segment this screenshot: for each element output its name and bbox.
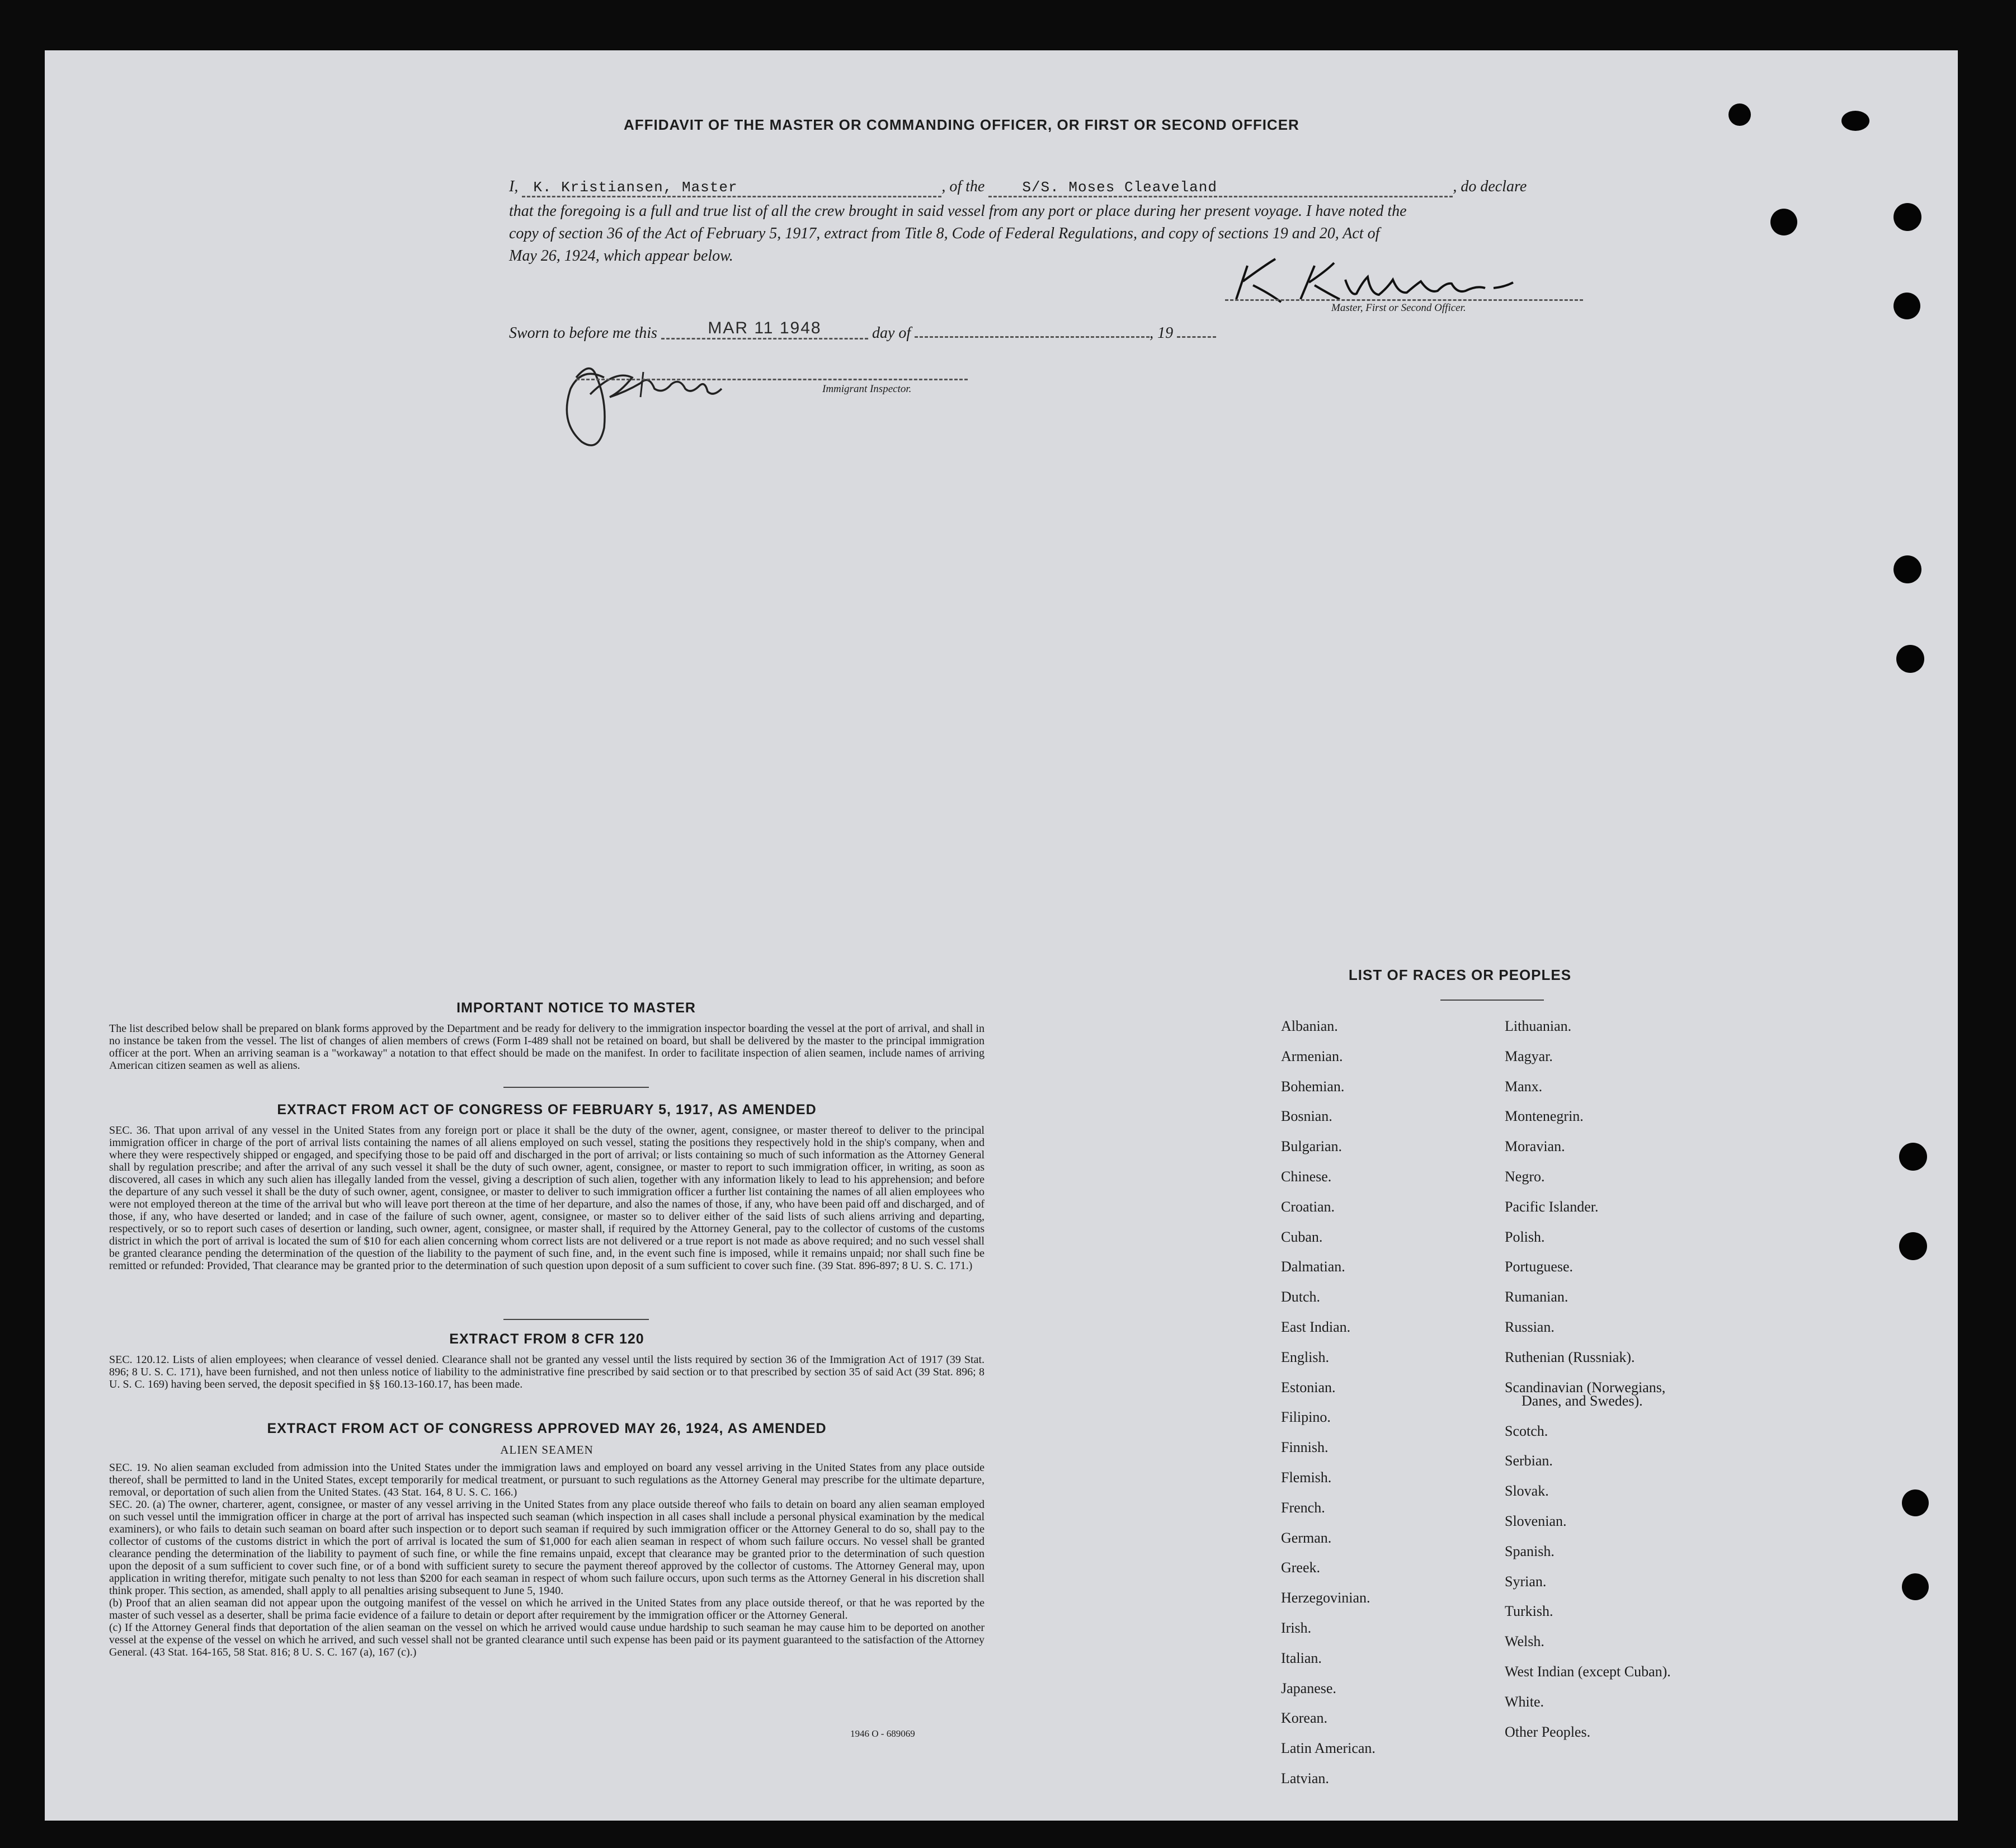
race-item: Welsh.: [1505, 1633, 1544, 1649]
of-the-label: , of the: [941, 178, 985, 195]
race-item: Syrian.: [1505, 1573, 1547, 1590]
race-item: Spanish.: [1505, 1543, 1555, 1559]
race-item: Croatian.: [1281, 1199, 1335, 1215]
race-item: Bulgarian.: [1281, 1138, 1343, 1154]
race-item: Serbian.: [1505, 1453, 1553, 1469]
year-label: , 19: [1150, 324, 1174, 342]
extract-cfr-title: EXTRACT FROM 8 CFR 120: [449, 1331, 644, 1347]
punch-hole: [1893, 293, 1920, 319]
race-item: Magyar.: [1505, 1048, 1553, 1064]
race-item: Montenegrin.: [1505, 1108, 1584, 1124]
race-item: Greek.: [1281, 1559, 1321, 1576]
vessel-name-field: S/S. Moses Cleaveland: [988, 179, 1453, 197]
race-item: Italian.: [1281, 1650, 1322, 1666]
day-of-label: day of: [872, 324, 911, 342]
document-sheet: [45, 50, 1958, 1821]
section-19-text: SEC. 19. No alien seaman excluded from admission into the United States under the immigration laws and employed on board any vessel arriving in the United States from any place outside thereof, shall be permitted to land in the United States, except temporarily for medical treatment, or pursuant to such regulations as the Attorney General may prescribe for the ultimate departure, removal, or deportation of such alien from the United States. (43 Stat. 164, 8 U. S. C. 166.): [109, 1462, 985, 1498]
extract-1924-title: EXTRACT FROM ACT OF CONGRESS APPROVED MAY 26, 1924, AS AMENDED: [267, 1421, 827, 1436]
punch-hole: [1893, 555, 1921, 583]
sworn-date-stamp: MAR 11 1948: [708, 319, 822, 337]
master-signature-line: [1225, 299, 1583, 301]
inspector-caption: Immigrant Inspector.: [822, 383, 912, 395]
master-signature: [1231, 254, 1577, 305]
punch-hole: [1896, 645, 1924, 673]
do-declare-label: , do declare: [1453, 178, 1527, 195]
affidavit-title: AFFIDAVIT OF THE MASTER OR COMMANDING OFFICER, OR FIRST OR SECOND OFFICER: [624, 116, 1299, 133]
declaration-body-line: copy of section 36 of the Act of February 5, 1917, extract from Title 8, Code of Federal Regulations, and copy of sections 19 and 20, Act of: [509, 225, 1380, 242]
punch-hole: [1893, 203, 1921, 231]
declaration-body-line: that the foregoing is a full and true list of all the crew brought in said vessel from any port or place during her present voyage. I have noted the: [509, 202, 1407, 220]
inspector-signature: [537, 344, 794, 456]
race-item: Scotch.: [1505, 1423, 1548, 1439]
race-item: Estonian.: [1281, 1379, 1336, 1396]
extract-1924-text: [109, 1462, 985, 1658]
race-item: Flemish.: [1281, 1469, 1332, 1486]
race-item: Rumanian.: [1505, 1289, 1568, 1305]
punch-hole: [1899, 1232, 1927, 1260]
race-item: Moravian.: [1505, 1138, 1565, 1154]
master-caption: Master, First or Second Officer.: [1331, 302, 1466, 314]
race-item: Turkish.: [1505, 1603, 1553, 1619]
race-item: Polish.: [1505, 1229, 1545, 1245]
extract-1924-subtitle: ALIEN SEAMEN: [500, 1443, 594, 1456]
race-item: Russian.: [1505, 1319, 1555, 1335]
extract-1917-text: SEC. 36. That upon arrival of any vessel in the United States from any foreign port or place it shall be the duty of the owner, agent, consignee, or master thereof to deliver to the principal immigration officer in charge of the port of arrival lists containing the names of all aliens employed on such vessel, stating the positions they respectively hold in the ship's company, when and where they were respectively shipped or engaged, and specifying those to be paid off and discharged in the port of arrival; or lists containing so much of such information as the Attorney General shall by regulation prescribe; and after the arrival of any such vessel it shall be the duty of such owner, agent, consignee, or master to report to such immigration officer, in writing, as soon as discovered, all cases in which any such alien has illegally landed from the vessel, giving a description of such alien, together with any information likely to lead to his apprehension; and before the departure of any such vessel it shall be the duty of such owner, agent, consignee, or master to deliver to such immigration officer a further list containing the names of all alien employees who were not employed thereon at the time of the arrival but who will leave port thereon at the time of her departure, and also the names of those, if any, who have been paid off and discharged, and of those, if any, who have deserted or landed; and in case of the failure of such owner, agent, consignee, or master so to deliver either of the said lists of such aliens arriving and departing, respectively, or so to report such cases of desertion or landing, such owner, agent, consignee, or master shall, if required by the Attorney General, pay to the collector of customs of the customs district in which the port of arrival is located the sum of $10 for each alien concerning whom correct lists are not delivered or a true report is not made as above required; and no such vessel shall be granted clearance pending the determination of the question of the liability to the payment of such fine, and, in the event such fine is imposed, while it remains unpaid; nor shall such fine be remitted or refunded: Provided, That clearance may be granted prior to the determination of such question upon deposit of a sum sufficient to cover such fine. (39 Stat. 896-897; 8 U. S. C. 171.): [109, 1124, 985, 1272]
race-item: Pacific Islander.: [1505, 1199, 1599, 1215]
race-item: Other Peoples.: [1505, 1724, 1591, 1740]
race-item: Ruthenian (Russniak).: [1505, 1349, 1635, 1365]
race-item: Bohemian.: [1281, 1078, 1345, 1095]
declaration-body-line: May 26, 1924, which appear below.: [509, 247, 733, 265]
punch-hole: [1841, 111, 1869, 131]
race-item: Dalmatian.: [1281, 1258, 1345, 1275]
race-item: Irish.: [1281, 1620, 1312, 1636]
race-item: Lithuanian.: [1505, 1018, 1572, 1034]
race-item: Herzegovinian.: [1281, 1590, 1370, 1606]
month-field: [915, 336, 1150, 338]
race-item: German.: [1281, 1530, 1332, 1546]
section-20c-text: (c) If the Attorney General finds that deportation of the alien seaman on the vessel on which he arrived would cause undue hardship to such seaman he may cause him to be deported on another vessel at the expense of the vessel on which he arrived, and such vessel shall not be granted clearance until such expense has been paid or its payment guaranteed to the satisfaction of the Attorney General. (43 Stat. 164-165, 58 Stat. 816; 8 U. S. C. 167 (a), 167 (c).): [109, 1621, 985, 1658]
race-item: White.: [1505, 1694, 1544, 1710]
race-item: Bosnian.: [1281, 1108, 1332, 1124]
race-item: Negro.: [1505, 1168, 1545, 1185]
master-name-field: K. Kristiansen, Master: [522, 179, 941, 197]
inspector-signature-line: [576, 379, 968, 380]
year-field: [1177, 336, 1216, 338]
race-item: Latin American.: [1281, 1740, 1376, 1756]
race-item: Finnish.: [1281, 1439, 1329, 1455]
race-item: East Indian.: [1281, 1319, 1351, 1335]
notice-title: IMPORTANT NOTICE TO MASTER: [456, 1000, 696, 1016]
sworn-date-field: [661, 319, 868, 340]
print-code: 1946 O - 689069: [850, 1728, 915, 1739]
punch-hole: [1728, 103, 1751, 126]
section-20b-text: (b) Proof that an alien seaman did not appear upon the outgoing manifest of the vessel on which he arrived in the United States from any place outside thereof, or that he was reported by the master of such vessel as a deserter, shall be prima facie evidence of a failure to detain or deport after requirement by the immigration officer or the Attorney General.: [109, 1597, 985, 1621]
race-item: Armenian.: [1281, 1048, 1343, 1064]
race-item: Cuban.: [1281, 1229, 1323, 1245]
divider: [503, 1087, 649, 1088]
i-label: I,: [509, 178, 519, 195]
race-item: Albanian.: [1281, 1018, 1338, 1034]
punch-hole: [1902, 1573, 1929, 1600]
race-item: Manx.: [1505, 1078, 1543, 1095]
declaration-line: [509, 178, 1583, 197]
extract-cfr-text: SEC. 120.12. Lists of alien employees; when clearance of vessel denied. Clearance shall not be granted any vessel until the lists required by section 36 of the Immigration Act of 1917 (39 Stat. 896; 8 U. S. C. 171), have been furnished, and not then unless notice of liability to the administrative fine prescribed by said section or to that prescribed by section 35 of said Act (39 Stat. 896; 8 U. S. C. 169) having been served, the deposit specified in §§ 160.13-160.17, has been made.: [109, 1354, 985, 1390]
race-item: Danes, and Swedes).: [1522, 1393, 1643, 1409]
punch-hole: [1902, 1489, 1929, 1516]
race-item: Slovenian.: [1505, 1513, 1567, 1529]
race-item: Japanese.: [1281, 1680, 1336, 1696]
race-item: Dutch.: [1281, 1289, 1321, 1305]
race-item: Latvian.: [1281, 1770, 1329, 1786]
race-item: English.: [1281, 1349, 1329, 1365]
race-item: Portuguese.: [1505, 1258, 1574, 1275]
race-item: French.: [1281, 1500, 1325, 1516]
race-item: West Indian (except Cuban).: [1505, 1663, 1671, 1680]
divider: [503, 1319, 649, 1320]
races-title: LIST OF RACES OR PEOPLES: [1348, 967, 1572, 983]
punch-hole: [1770, 209, 1797, 235]
sworn-line: [509, 319, 1292, 344]
notice-text: The list described below shall be prepared on blank forms approved by the Department and be ready for delivery to the immigration inspector boarding the vessel at the port of arrival, and shall in no instance be taken from the vessel. The list of changes of alien members of crews (Form I-489 shall not be retained on board, but shall be delivered by the master to the principal immigration officer at the port. When an arriving seaman is a "workaway" a notation to that effect should be made on the manifest. In order to facilitate inspection of alien seamen, include names of arriving American citizen seamen as well as aliens.: [109, 1022, 985, 1072]
extract-1917-title: EXTRACT FROM ACT OF CONGRESS OF FEBRUARY 5, 1917, AS AMENDED: [277, 1102, 817, 1118]
divider: [1440, 1000, 1544, 1001]
sworn-label: Sworn to before me this: [509, 324, 657, 342]
race-item: Slovak.: [1505, 1483, 1549, 1499]
race-item: Chinese.: [1281, 1168, 1332, 1185]
race-item: Scandinavian (Norwegians,: [1505, 1379, 1666, 1396]
section-20a-text: SEC. 20. (a) The owner, charterer, agent, consignee, or master of any vessel arriving in the United States from any place outside thereof who fails to detain on board any alien seaman employed on such vessel until the immigration officer in charge at the port of arrival has inspected such seaman (which inspection in all cases shall include a personal physical examination by the medical examiners), or who fails to detain such seaman on board after such inspection or to deport such seaman if required by such immigration officer or the Attorney General to do so, shall pay to the collector of customs of the customs district in which the port of arrival is located the sum of $1,000 for each alien seaman in respect of whom such failure occurs. No vessel shall be granted clearance pending the determination of the liability to payment of such fine, or while the fine remains unpaid, except that clearance may be granted prior to the determination of such question upon the deposit of a sum sufficient to cover such fine, or of a bond with sufficient surety to secure the payment thereof approved by the collector of customs. The Attorney General may, upon application in writing therefor, mitigate such penalty to not less than $200 for each seaman in respect of whom such failure occurs, upon such terms as the Attorney General in his discretion shall think proper. This section, as amended, shall apply to all penalties arising subsequent to June 5, 1940.: [109, 1498, 985, 1597]
race-item: Filipino.: [1281, 1409, 1331, 1425]
race-item: Korean.: [1281, 1710, 1328, 1726]
punch-hole: [1899, 1143, 1927, 1171]
